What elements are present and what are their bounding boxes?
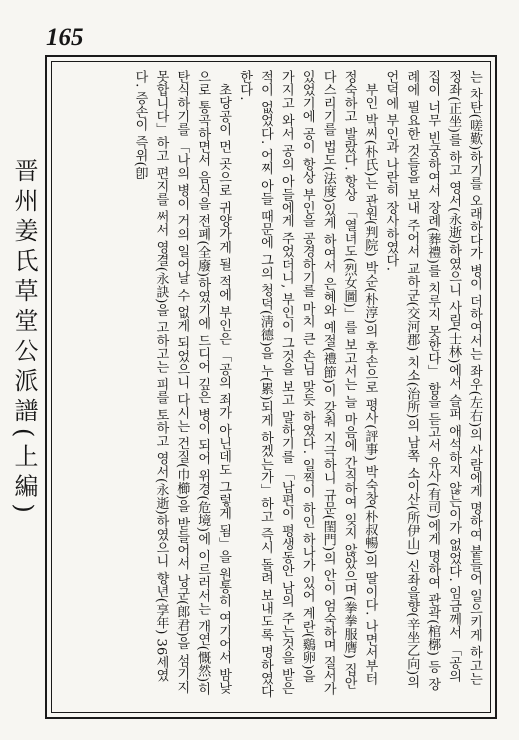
body-text: [58, 70, 484, 698]
side-title: 晋州姜氏草堂公派譜(上編): [10, 158, 38, 519]
paragraph: 초당공이 먼 곳으로 귀양가게 될 적에 부인은 「공의 죄가 아닌데도 그렇게 됨」을 원통히 여기어서 밤낮으로 통곡하면서 음식을 전폐(全廢)하였기에 드디어 깊은 병이 되어 위경(危境)에 이르러서는 개연(慨然)히 탄식하기를 「나의 병이 거의 일어날 수 없게 되었으니 다시는 건질(巾櫛)을 받들어서 낭군(郎君)을 섬기지 못합니다」하고 편지를 써서 영결(永訣)을 고하고는 피를 토하고 영서(永逝)하였으니 향년(享年) 36세였다. 증손이 즉위(卽: [132, 70, 232, 696]
paragraph: 부인 박씨(朴氏)는 관원(判院) 박순(朴淳)의 후손으로 평사(評事) 박숙창(朴叔暢)의 딸이다. 나면서부터 정숙하고 발랐다. 항상 「열녀도(烈女圖)」를 보고서는 늘 마음에 간직하여 잊지 않았으며(拳拳服膺) 집안 다스리기를 법도(法度)있게 하여서 은혜와 예절(禮節)이 갖춰 지극하니 규문(閨門)의 안이 엄숙하며 질서가 있었기에 공이 항상 부인을 공경하기를 마치 큰 손님 맞듯 하였다. 일찍이 하인 하나가 있어 계란(鷄卵)을 가지고 와서 공의 아들에게 주었더니, 부인이 그것을 보고 말하기를 「남편이 평생동안 남의 주는것을 받은적이 없었다. 어찌 아들 때문에 그의 청덕(淸德)을 누(累)되게 하겠는가」하고 즉시 돌려 보내도록 명하였다 한다.: [237, 70, 378, 698]
page-number: 165: [46, 24, 84, 51]
paragraph: 는 차탄(嗟歎)하기를 오래하다가 병이 더하여서는 좌우(左右)의 사람에게 명하여 붙들어 일으키게 하고는 정좌(正坐)를 하고 영서(永逝)하였으니 사림(士林)에서 슬퍼 애석하지 않는이가 없었다. 임금께서 「공의 집이 너무 빈궁하여서 장례(葬禮)를 치루지 못한다」 함을 듣고서 유사(有司)에게 명하여 관곽(棺槨) 등 장례에 필요한 것들을 보내 주어서 교하군(交河郡) 치소(治所)의 남쪽 소이산(所伊山) 신좌을향(辛坐乙向)의 언덕에 부인과 나란히 장사하였다.: [383, 70, 482, 691]
